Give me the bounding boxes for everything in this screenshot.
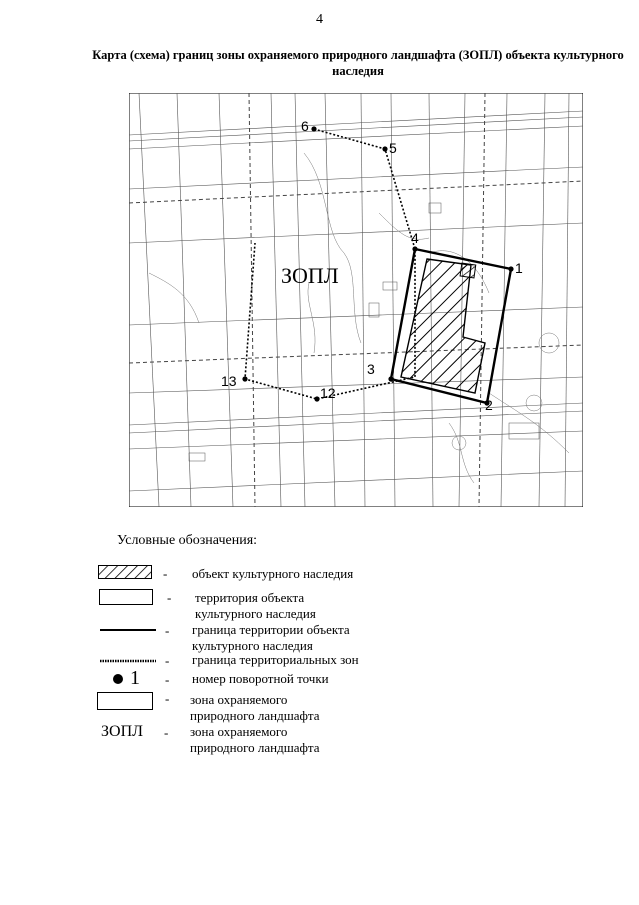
- legend-text: объект культурного наследия: [192, 566, 354, 581]
- map-title: Карта (схема) границ зоны охраняемого природного ландшафта (ЗОПЛ) объекта культурного наследия: [92, 48, 624, 78]
- hatched-rect-icon: [98, 565, 152, 579]
- point-label-3: 3: [367, 361, 375, 377]
- legend-dash: -: [165, 672, 170, 687]
- dot-icon: [112, 673, 124, 685]
- point-label-13: 13: [221, 373, 237, 389]
- legend-dash: -: [165, 691, 170, 706]
- legend-item-zopl-abbr: [0, 723, 639, 757]
- legend-dash: -: [165, 653, 170, 668]
- point-label-5: 5: [389, 140, 397, 156]
- legend-text: номер поворотной точки: [192, 671, 329, 686]
- point-label-1: 1: [515, 260, 523, 276]
- legend-text: граница территории объекта культурного наследия: [192, 622, 350, 653]
- legend-dash: -: [164, 725, 169, 740]
- legend-text: зона охраняемого природного ландшафта: [190, 724, 320, 755]
- legend-item-turning-point: [0, 667, 639, 691]
- map-frame: [129, 93, 583, 507]
- legend-text: зона охраняемого природного ландшафта: [190, 692, 320, 723]
- point-label-12: 12: [320, 385, 336, 401]
- zopl-label: ЗОПЛ: [281, 263, 339, 288]
- legend-dash: -: [165, 623, 170, 638]
- point-label-2: 2: [485, 397, 493, 413]
- solid-line-icon: [100, 628, 156, 632]
- legend-item-heritage-object: [0, 564, 639, 584]
- legend-item-territory: [0, 589, 639, 621]
- plain-rect-icon: [99, 589, 153, 605]
- dotted-line-icon: [100, 659, 156, 663]
- legend-text: территория объекта культурного наследия: [195, 590, 316, 621]
- point-label-6: 6: [301, 118, 309, 134]
- legend-heading: Условные обозначения:: [117, 533, 258, 548]
- point-label-4: 4: [411, 230, 419, 246]
- cadastral-map: [129, 93, 583, 507]
- legend-abbr: ЗОПЛ: [101, 723, 143, 740]
- legend-number: 1: [130, 667, 140, 689]
- page-number: 4: [316, 12, 323, 27]
- plain-rect-icon: [97, 692, 153, 710]
- legend-dash: -: [167, 590, 172, 605]
- legend-item-territory-boundary: [0, 622, 639, 653]
- legend-item-protected-zone: [0, 691, 639, 725]
- map-drawing: [129, 93, 583, 507]
- legend-text: граница территориальных зон: [192, 652, 359, 667]
- legend-dash: -: [163, 566, 168, 581]
